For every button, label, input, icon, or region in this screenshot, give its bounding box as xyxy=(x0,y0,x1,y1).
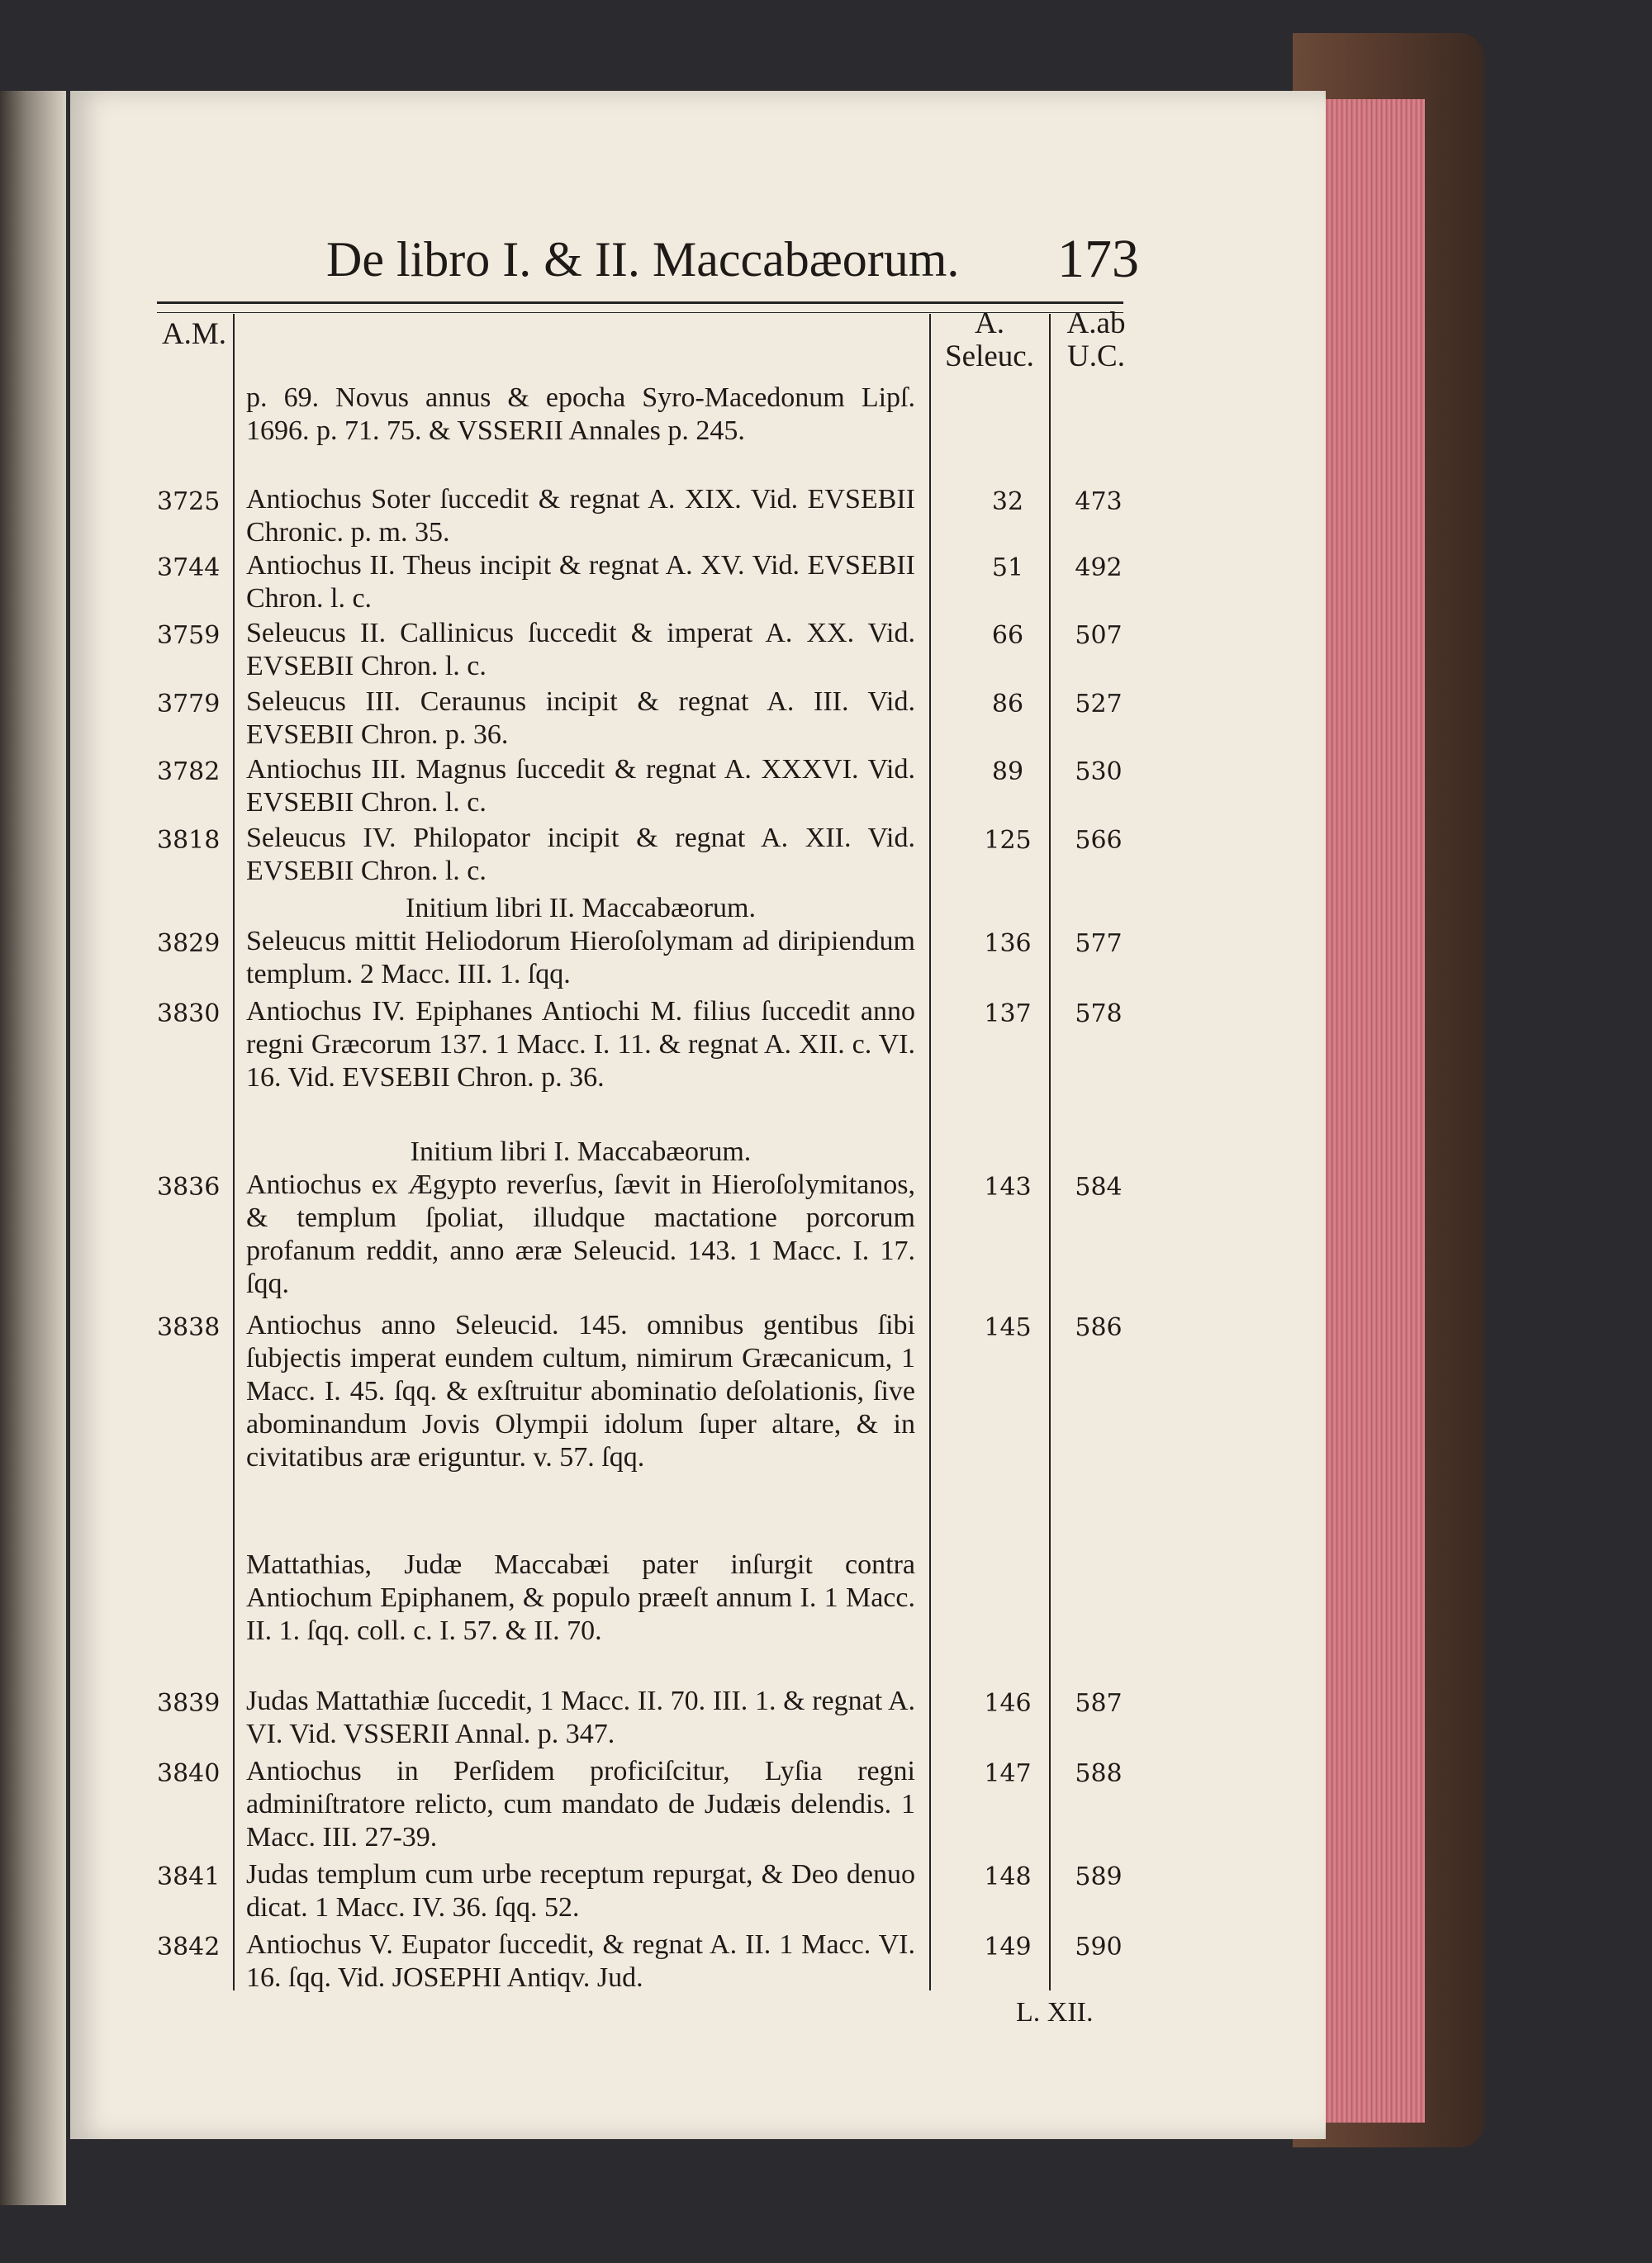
entry-text: Antiochus ex Ægypto reverſus, ſævit in Hieroſolymitanos, & templum ſpoliat, illudque mactatione porcorum profanum reddit, anno æræ Seleucid. 143. 1 Macc. I. 17. ſqq. xyxy=(246,1169,915,1299)
year-seleucid: 147 xyxy=(984,1759,1032,1788)
section-heading: Initium libri I. Maccabæorum. xyxy=(410,1136,752,1167)
year-urbe-condita: 527 xyxy=(1075,690,1123,719)
year-am: 3840 xyxy=(157,1759,221,1788)
year-am: 3836 xyxy=(157,1173,221,1202)
year-seleucid: 137 xyxy=(984,999,1032,1028)
year-urbe-condita: 507 xyxy=(1075,621,1123,650)
year-am: 3779 xyxy=(157,690,221,719)
entry-text: Antiochus in Perſidem proficiſcitur, Lyſia regni adminiſtratore relicto, cum mandato de Judæis delendis. 1 Macc. III. 27-39. xyxy=(246,1756,915,1853)
year-am: 3830 xyxy=(157,999,221,1028)
column-header-seleuc: A. Seleuc. xyxy=(945,306,1034,373)
entry-text: p. 69. Novus annus & epocha Syro-Macedonum Lipſ. 1696. p. 71. 75. & VSSERII Annales p. 245. xyxy=(246,382,915,446)
page-header xyxy=(326,231,1152,297)
column-rule-seleuc xyxy=(1049,314,1051,1990)
column-header-am: A.M. xyxy=(161,317,227,351)
year-seleucid: 148 xyxy=(984,1862,1032,1891)
year-seleucid: 32 xyxy=(991,487,1024,516)
entry-text: Judas Mattathiæ ſuccedit, 1 Macc. II. 70. III. 1. & regnat A. VI. Vid. VSSERII Annal. p. 347. xyxy=(246,1686,915,1749)
year-seleucid: 145 xyxy=(984,1313,1032,1342)
running-title: De libro I. & II. Maccabæorum. xyxy=(326,232,960,287)
entry-text: Seleucus III. Ceraunus incipit & regnat A. III. Vid. EVSEBII Chron. p. 36. xyxy=(246,686,915,750)
page-edge-red xyxy=(1317,99,1425,2123)
year-am: 3841 xyxy=(157,1862,221,1891)
year-urbe-condita: 530 xyxy=(1075,757,1123,786)
column-header-uc: A.ab U.C. xyxy=(1066,306,1126,373)
year-am: 3744 xyxy=(157,553,221,582)
year-urbe-condita: 577 xyxy=(1075,929,1123,958)
entry-text: Antiochus anno Seleucid. 145. omnibus gentibus ſibi ſubjectis imperat eundem cultum, nimirum Græcanicum, 1 Macc. I. 45. ſqq. & exſtruitur abominatio deſolationis, ſive abominandum Jovis Olympii idolum ſuper altare, & in civitatibus aræ eriguntur. v. 57. ſqq. xyxy=(246,1310,915,1473)
entry-text: Antiochus II. Theus incipit & regnat A. XV. Vid. EVSEBII Chron. l. c. xyxy=(246,550,915,614)
year-am: 3818 xyxy=(157,826,221,855)
entry-text: Antiochus V. Eupator ſuccedit, & regnat A. II. 1 Macc. VI. 16. ſqq. Vid. JOSEPHI Antiqv. Jud. xyxy=(246,1929,915,1993)
year-urbe-condita: 492 xyxy=(1075,553,1123,582)
year-urbe-condita: 586 xyxy=(1075,1313,1123,1342)
year-am: 3842 xyxy=(157,1933,221,1962)
year-am: 3725 xyxy=(157,487,221,516)
year-seleucid: 143 xyxy=(984,1173,1032,1202)
year-urbe-condita: 473 xyxy=(1075,487,1123,516)
year-urbe-condita: 589 xyxy=(1075,1862,1123,1891)
year-urbe-condita: 587 xyxy=(1075,1689,1123,1718)
year-am: 3782 xyxy=(157,757,221,786)
entry-text: Mattathias, Judæ Maccabæi pater inſurgit contra Antiochum Epiphanem, & populo præeſt annum I. 1 Macc. II. 1. ſqq. coll. c. I. 57. & II. 70. xyxy=(246,1549,915,1646)
section-heading: Initium libri II. Maccabæorum. xyxy=(406,893,756,923)
page-number: 173 xyxy=(1057,229,1139,289)
entry-text: Judas templum cum urbe receptum repurgat, & Deo denuo dicat. 1 Macc. IV. 36. ſqq. 52. xyxy=(246,1859,915,1923)
year-urbe-condita: 584 xyxy=(1075,1173,1123,1202)
year-am: 3829 xyxy=(157,929,221,958)
entry-text: Seleucus mittit Heliodorum Hieroſolymam ad diripiendum templum. 2 Macc. III. 1. ſqq. xyxy=(246,926,915,989)
year-seleucid: 136 xyxy=(984,929,1032,958)
column-rule-am xyxy=(233,314,235,1990)
year-seleucid: 149 xyxy=(984,1933,1032,1962)
year-seleucid: 89 xyxy=(991,757,1024,786)
signature-mark: L. XII. xyxy=(1016,1997,1094,2028)
entry-text: Seleucus IV. Philopator incipit & regnat A. XII. Vid. EVSEBII Chron. l. c. xyxy=(246,823,915,886)
year-seleucid: 146 xyxy=(984,1689,1032,1718)
year-seleucid: 86 xyxy=(991,690,1024,719)
year-urbe-condita: 578 xyxy=(1075,999,1123,1028)
year-urbe-condita: 566 xyxy=(1075,826,1123,855)
year-urbe-condita: 588 xyxy=(1075,1759,1123,1788)
year-seleucid: 125 xyxy=(984,826,1032,855)
year-am: 3759 xyxy=(157,621,221,650)
entry-text: Antiochus III. Magnus ſuccedit & regnat A. XXXVI. Vid. EVSEBII Chron. l. c. xyxy=(246,754,915,818)
entry-text: Antiochus Soter ſuccedit & regnat A. XIX. Vid. EVSEBII Chronic. p. m. 35. xyxy=(246,484,915,548)
entry-text: Seleucus II. Callinicus ſuccedit & imperat A. XX. Vid. EVSEBII Chron. l. c. xyxy=(246,618,915,681)
entry-text: Antiochus IV. Epiphanes Antiochi M. filius ſuccedit anno regni Græcorum 137. 1 Macc. I. 11. & regnat A. XII. c. VI. 16. Vid. EVSEBII Chron. p. 36. xyxy=(246,996,915,1093)
year-seleucid: 51 xyxy=(991,553,1024,582)
year-am: 3838 xyxy=(157,1313,221,1342)
year-urbe-condita: 590 xyxy=(1075,1933,1123,1962)
year-seleucid: 66 xyxy=(991,621,1024,650)
column-rule-text xyxy=(929,314,931,1990)
left-page-edge xyxy=(0,91,66,2205)
year-am: 3839 xyxy=(157,1689,221,1718)
